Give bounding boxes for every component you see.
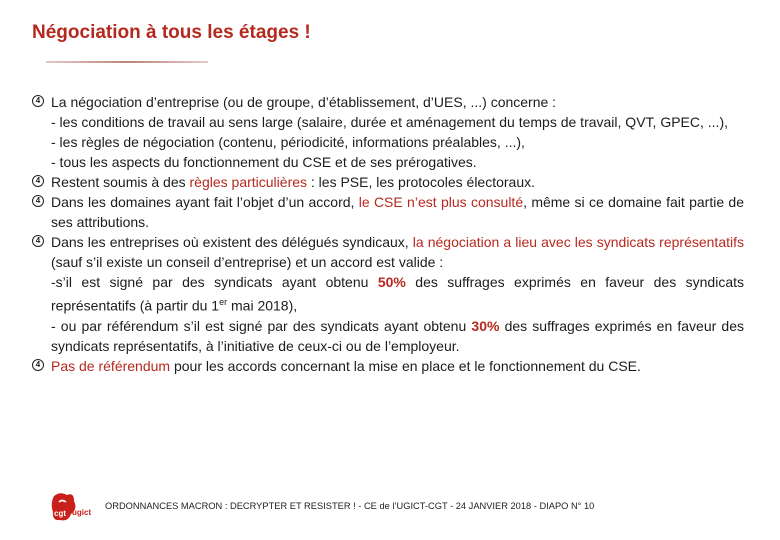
list-item-special-rules (32, 172, 744, 192)
item-text: La négociation d’entreprise (ou de groupe, d’établissement, d’UES, ...) concerne : (51, 94, 557, 110)
list-item-no-referendum (32, 356, 744, 376)
sub-item-50-percent (51, 272, 744, 316)
page-title: Négociation à tous les étages ! (32, 22, 311, 43)
item-text: Dans les domaines ayant fait l’objet d’un accord, (51, 194, 359, 210)
list-item-union-negotiation (32, 232, 744, 356)
list-item-negotiation-scope (32, 92, 744, 172)
sub-item-negotiation-rules: - les règles de négociation (contenu, périodicité, informations préalables, ...), (51, 134, 525, 150)
sub-item-text: -s’il est signé par des syndicats ayant obtenu (51, 274, 378, 290)
sub-item-text: - ou par référendum s’il est signé par des syndicats ayant obtenu (51, 317, 472, 334)
item-text: : les PSE, les protocoles électoraux. (307, 174, 536, 190)
superscript-er: er (219, 297, 228, 307)
item-text: (sauf s’il existe un conseil d’entreprise) et un accord est valide : (51, 254, 444, 270)
slide-content (32, 92, 744, 376)
list-item-cse-not-consulted (32, 192, 744, 232)
footer-caption: ORDONNANCES MACRON : DECRYPTER ET RESISTER ! - CE de l’UGICT-CGT - 24 JANVIER 2018 - DIAPO N° 10 (105, 501, 595, 511)
slide-footer (50, 490, 750, 530)
sub-item-30-percent (51, 316, 744, 356)
circled-number-bullet-icon: 4 (32, 95, 44, 107)
item-text: Dans les entreprises où existent des délégués syndicaux, (51, 234, 413, 250)
circled-number-bullet-icon: 4 (32, 175, 44, 187)
highlight-text: le CSE n’est plus consulté (358, 194, 524, 210)
logo-text: ugict (72, 508, 92, 517)
item-text: pour les accords concernant la mise en place et le fonctionnement du CSE. (170, 357, 641, 374)
circled-number-bullet-icon: 4 (32, 195, 44, 207)
highlight-text: règles particulières (189, 174, 308, 190)
circled-number-bullet-icon: 4 (32, 235, 44, 247)
sub-item-working-conditions: - les conditions de travail au sens large (salaire, durée et aménagement du temps de travail, QVT, GPEC, ...), (51, 114, 728, 130)
sub-item-cse-functioning: - tous les aspects du fonctionnement du CSE et de ses prérogatives. (51, 154, 477, 170)
highlight-text: Pas de référendum (51, 357, 171, 374)
item-text: , même si ce domaine fait partie de ses attributions. (51, 194, 745, 230)
percentage-highlight: 50% (377, 274, 406, 290)
sub-item-text: mai 2018), (227, 297, 298, 314)
ugict-cgt-logo (50, 490, 108, 526)
sub-item-text: des suffrages exprimés en faveur des syndicats représentatifs (à partir du 1 (51, 274, 744, 314)
svg-text:cgt: cgt (54, 509, 66, 518)
highlight-text: la négociation a lieu avec les syndicats représentatifs (412, 234, 744, 250)
item-text: Restent soumis à des (51, 174, 190, 190)
sub-item-text: des suffrages exprimés en faveur des syndicats représentatifs, à l’initiative de ceux-ci ou de l’employeur. (51, 317, 745, 354)
title-underline (46, 61, 208, 63)
circled-number-bullet-icon: 4 (32, 359, 44, 371)
percentage-highlight: 30% (471, 317, 500, 334)
